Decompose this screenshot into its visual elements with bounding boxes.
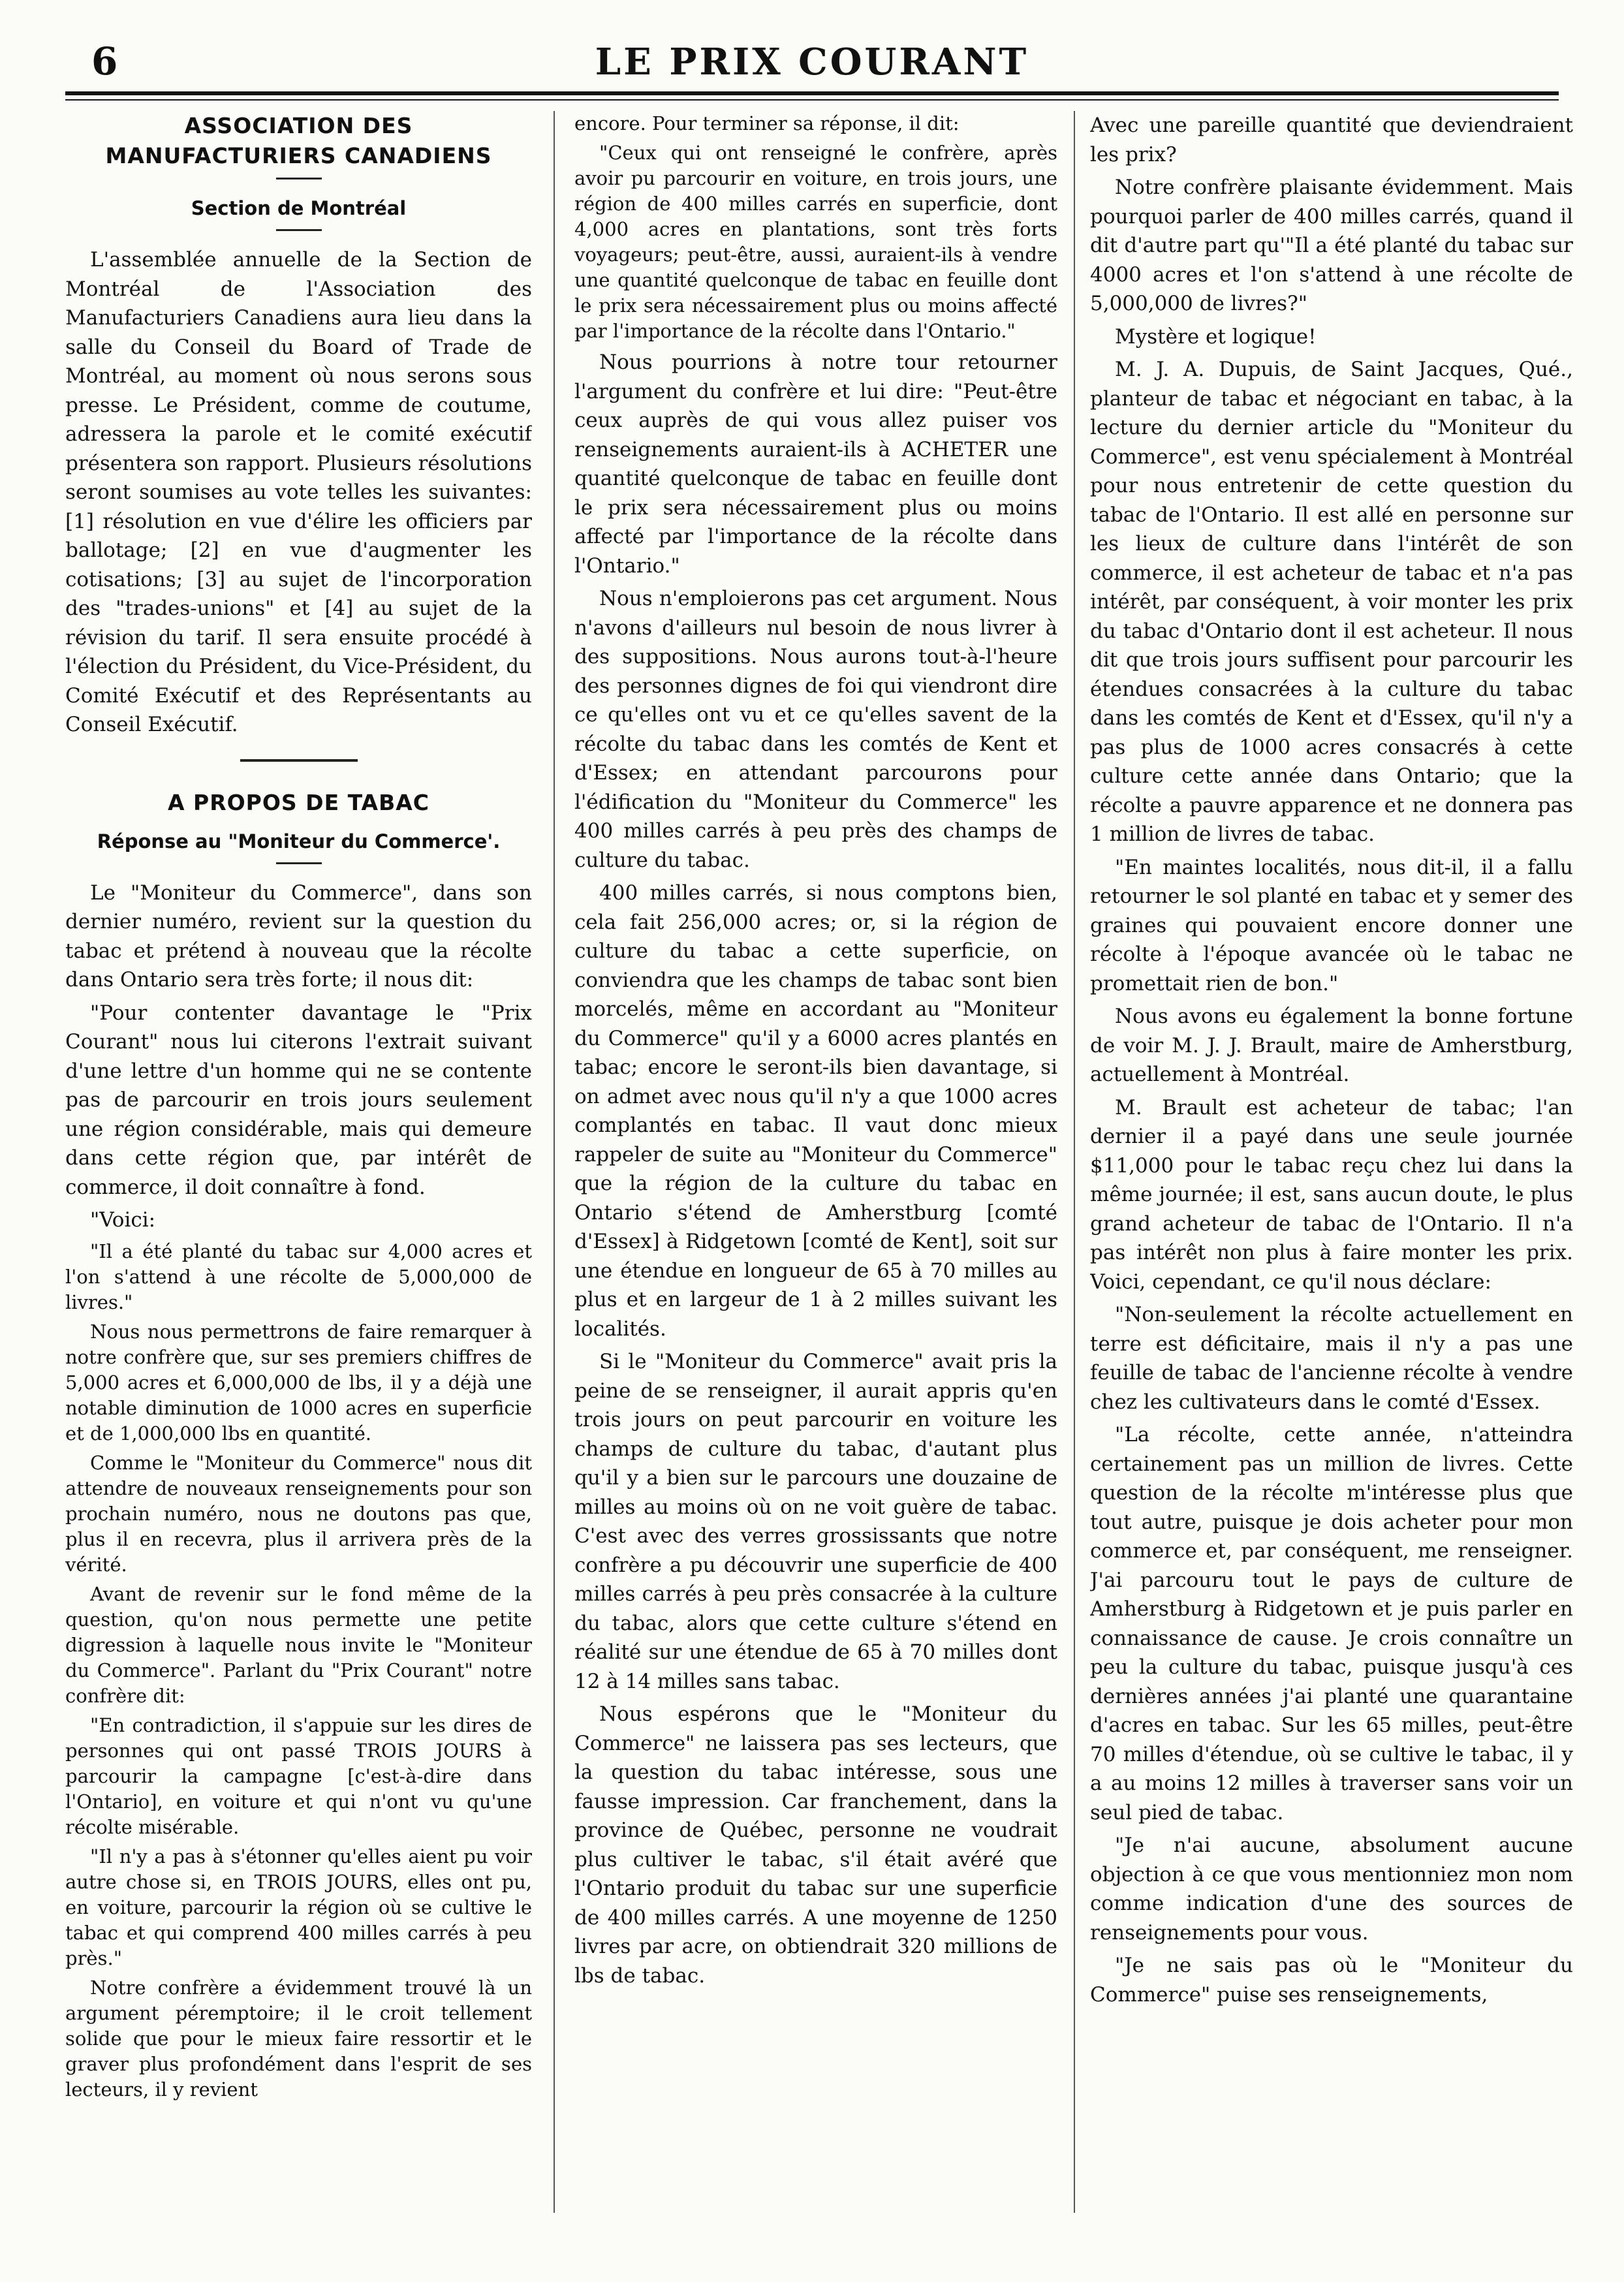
column-1 [65,111,532,2213]
article-paragraph: "Ceux qui ont renseigné le confrère, après avoir pu parcourir en voiture, en trois jours, une région de 400 milles carrés en superficie, dont 4,000 acres en plantations, sont très forts voyageurs; peut-être, aussi, auraient-ils à vendre une quantité quelconque de tabac en feuille dont le prix sera nécessairement plus ou moins affecté par l'importance de la récolte dans l'Ontario." [574,142,1057,342]
article-paragraph: Nous pourrions à notre tour retourner l'argument du confrère et lui dire: "Peut-être ceux auprès de qui vous allez puiser vos renseignements auraient-ils à ACHETER une quantité quelconque de tabac en feuille dont le prix sera nécessairement plus ou moins affecté par l'importance de la récolte dans l'Ontario." [574,351,1057,578]
article-paragraph: Notre confrère a évidemment trouvé là un argument péremptoire; il le croit tellement solide que pour le mieux faire ressortir et le graver plus profondément dans l'esprit de ses lecteurs, il y revient [65,1976,532,2101]
article-paragraph: "En maintes localités, nous dit-il, il a fallu retourner le sol planté en tabac et y semer des graines qui pouvaient encore donner une récolte à l'époque avancée où le tabac ne promettait rien de bon." [1090,855,1573,995]
article-paragraph: "Il n'y a pas à s'étonner qu'elles aient pu voir autre chose si, en TROIS JOURS, elles ont pu, en voiture, parcourir la région où se cultive le tabac et qui comprend 400 milles carrés à peu près." [65,1845,532,1969]
article-paragraph: L'assemblée annuelle de la Section de Montréal de l'Association des Manufacturiers Canadiens aura lieu dans la salle du Conseil du Board of Trade de Montréal, au moment où nous serons sous presse. Le Président, comme de coutume, adressera la parole et le comité exécutif présentera son rapport. Plusieurs résolutions seront soumises au vote telles les suivantes: [1] résolution en vue d'élire les officiers par ballotage; [2] en vue d'augmenter les cotisations; [3] au sujet de l'incorporation des "trades-unions" et [4] au sujet de la révision du tarif. Il sera ensuite procédé à l'élection du Président, du Vice-Président, du Comité Exécutif et des Représentants au Conseil Exécutif. [65,248,532,736]
column-divider [554,111,555,2213]
article-title: ASSOCIATION DES MANUFACTURIERS CANADIENS [105,113,492,168]
article-paragraph: M. J. A. Dupuis, de Saint Jacques, Qué., planteur de tabac et négociant en tabac, à la lecture du dernier article du "Moniteur du Commerce", est venu spécialement à Montréal pour nous entretenir de cette question du tabac de l'Ontario. Il est allé en personne sur les lieux de culture dans l'intérêt de son commerce, il est acheteur de tabac et n'a pas intérêt, par conséquent, à voir monter les prix du tabac d'Ontario dont il est acheteur. Il nous dit que trois jours suffisent pour parcourir les étendues consacrées à la culture du tabac dans les comtés de Kent et d'Essex, qu'il n'y a pas plus de 1000 acres consacrés à cette culture cette année dans Ontario; que la récolte a pauvre apparence et ne donnera pas 1 million de livres de tabac. [1090,358,1573,846]
article-paragraph: "En contradiction, il s'appuie sur les dires de personnes qui ont passé TROIS JOURS à parcourir la campagne [c'est-à-dire dans l'Ontario], en voiture et qui n'ont vu qu'une récolte misérable. [65,1713,532,1838]
article-separator [240,759,358,762]
article-paragraph: "Il a été planté du tabac sur 4,000 acres et l'on s'attend à une récolte de 5,000,000 de livres." [65,1240,532,1313]
subtitle-rule [276,862,322,864]
column-body [574,111,1057,1990]
article-paragraph: Avec une pareille quantité que deviendraient les prix? [1090,114,1573,166]
page-number: 6 [91,39,118,84]
page-header [65,26,1559,98]
title-rule [276,178,322,180]
article-subtitle: Section de Montréal [191,197,407,219]
article-title: A PROPOS DE TABAC [168,789,429,815]
article-paragraph: "Non-seulement la récolte actuellement en terre est déficitaire, mais il n'y a pas une feuille de tabac de l'ancienne récolte à vendre chez les cultivateurs dans le comté d'Essex. [1090,1303,1573,1414]
column-2 [574,111,1057,2213]
article-paragraph: encore. Pour terminer sa réponse, il dit: [574,112,960,134]
column-body [1090,111,1573,2009]
article-paragraph: Nous n'emploierons pas cet argument. Nous n'avons d'ailleurs nul besoin de nous livrer à des suppositions. Nous aurons tout-à-l'heure des personnes dignes de foi qui viendront dire ce qu'elles ont vu et ce qu'elles savent de la récolte du tabac dans les comtés de Kent et d'Essex; en attendant parcourons pour l'édification du "Moniteur du Commerce" les 400 milles carrés à peu près des champs de culture du tabac. [574,587,1057,872]
article-paragraph: Nous espérons que le "Moniteur du Commerce" ne laissera pas ses lecteurs, que la question du tabac intéresse, sous une fausse impression. Car franchement, dans la province de Québec, personne ne voudrait plus cultiver le tabac, s'il était avéré que l'Ontario produit du tabac sur une superficie de 400 milles carrés. A une moyenne de 1250 livres par acre, on obtiendrait 320 millions de lbs de tabac. [574,1702,1057,1988]
article-paragraph: Notre confrère plaisante évidemment. Mais pourquoi parler de 400 milles carrés, quand il dit d'autre part qu'"Il a été planté du tabac sur 4000 acres et l'on s'attend à une récolte de 5,000,000 de livres?" [1090,176,1573,315]
article-paragraph: Comme le "Moniteur du Commerce" nous dit attendre de nouveaux renseignements pour son prochain numéro, nous ne doutons pas que, plus il en recevra, plus il arrivera près de la vérité. [65,1451,532,1576]
article-paragraph: Nous avons eu également la bonne fortune de voir M. J. J. Brault, maire de Amherstburg, actuellement à Montréal. [1090,1005,1573,1086]
article-paragraph: "Je n'ai aucune, absolument aucune objection à ce que vous mentionniez mon nom comme indication d'une des sources de renseignements pour vous. [1090,1834,1573,1945]
header-rule [65,91,1559,95]
article-paragraph: Mystère et logique! [1115,324,1317,349]
article-paragraph: Avant de revenir sur le fond même de la question, qu'on nous permette une petite digression à laquelle nous invite le "Moniteur du Commerce". Parlant du "Prix Courant" notre confrère dit: [65,1582,532,1707]
header-rule-thin [65,99,1559,101]
column-divider [1074,111,1075,2213]
article-paragraph: Le "Moniteur du Commerce", dans son dernier numéro, revient sur la question du tabac et prétend à nouveau que la récolte dans Ontario sera très forte; il nous dit: [65,881,532,992]
masthead-title: LE PRIX COURANT [595,40,1029,84]
column-3 [1090,111,1573,2213]
article-paragraph: "Voici: [90,1208,156,1232]
article-paragraph: 400 milles carrés, si nous comptons bien, cela fait 256,000 acres; or, si la région de culture du tabac a cette superficie, on conviendra que les champs de tabac sont bien morcelés, même en accordant au "Moniteur du Commerce" qu'il y a 6000 acres plantés en tabac; encore le seront-ils bien davantage, si on admet avec nous qu'il n'y a que 1000 acres complantés en tabac. Il vaut donc mieux rappeler de suite au "Moniteur du Commerce" que la région de la culture du tabac en Ontario s'étend de Amherstburg [comté d'Essex] à Ridgetown [comté de Kent], soit sur une étendue en longueur de 65 à 70 milles au plus et en largeur de 1 à 2 milles suivant les localités. [574,881,1057,1341]
column-body [65,879,532,2102]
article-paragraph: Nous nous permettrons de faire remarquer à notre confrère que, sur ses premiers chiffres de 5,000 acres et 6,000,000 de lbs, il y a déjà une notable diminution de 1000 acres en superficie et de 1,000,000 lbs en quantité. [65,1320,532,1445]
subtitle-rule [276,229,322,231]
article-paragraph: "Pour contenter davantage le "Prix Courant" nous lui citerons l'extrait suivant d'une lettre d'un homme qui ne se contente pas de parcourir en trois jours seulement une région considérable, mais qui demeure dans cette région que, par intérêt de commerce, il doit connaître à fond. [65,1001,532,1199]
article-paragraph: "Je ne sais pas où le "Moniteur du Commerce" puise ses renseignements, [1090,1954,1573,2007]
article-subtitle: Réponse au "Moniteur du Commerce'. [97,830,501,852]
article-paragraph: M. Brault est acheteur de tabac; l'an dernier il a payé dans une seule journée $11,000 pour le tabac reçu chez lui dans la même journée; il est, sans aucun doute, le plus grand acheteur de tabac de l'Ontario. Il n'a pas intérêt non plus à faire monter les prix. Voici, cependant, ce qu'il nous déclare: [1090,1095,1573,1294]
article-paragraph: "La récolte, cette année, n'atteindra certainement pas un million de livres. Cette question de la récolte m'intéresse plus que tout autre, puisque je dois acheter pour mon commerce et, par conséquent, me renseigner. J'ai parcouru tout le pays de culture de Amherstburg à Ridgetown et je puis parler en connaissance de cause. Je crois connaître un peu la culture du tabac, puisque jusqu'à ces dernières années j'ai planté une quarantaine d'acres en tabac. Sur les 65 milles, peut-être 70 milles d'étendue, où se cultive le tabac, il y a au moins 12 milles à traverser sans voir un seul pied de tabac. [1090,1423,1573,1824]
article-paragraph: Si le "Moniteur du Commerce" avait pris la peine de se renseigner, il aurait appris qu'en trois jours on peut parcourir en voiture les champs de culture du tabac, d'autant plus qu'il y a bien sur le parcours une douzaine de milles au moins où on ne voit guère de tabac. C'est avec des verres grossissants que notre confrère a pu découvrir une superficie de 400 milles carrés à peu près consacrée à la culture du tabac, alors que cette culture s'étend en réalité sur une étendue de 65 à 70 milles dont 12 à 14 milles sans tabac. [574,1350,1057,1693]
